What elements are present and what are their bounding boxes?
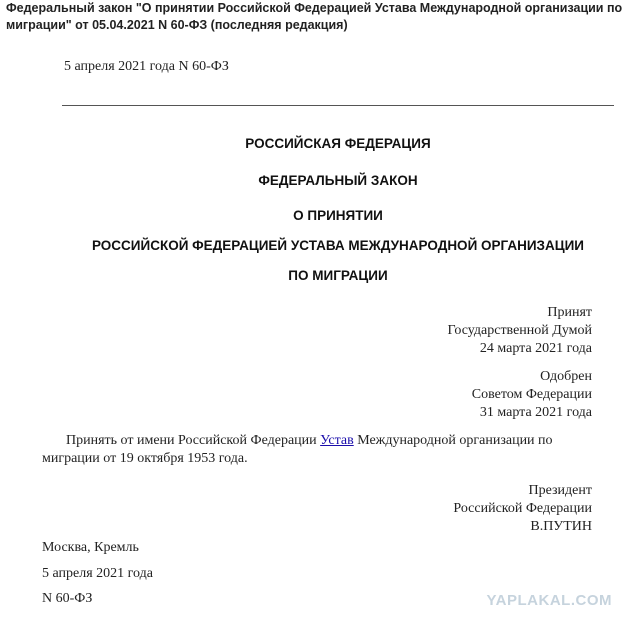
adopted-by: Государственной Думой bbox=[447, 323, 592, 338]
signature-title-line-2: Российской Федерации bbox=[453, 501, 592, 516]
title-country: РОССИЙСКАЯ ФЕДЕРАЦИЯ bbox=[245, 136, 431, 151]
approved-block bbox=[472, 368, 592, 422]
signature-block bbox=[453, 482, 592, 536]
horizontal-divider bbox=[62, 105, 614, 106]
date-number-line: 5 апреля 2021 года N 60-ФЗ bbox=[64, 59, 229, 74]
title-about: О ПРИНЯТИИ bbox=[293, 208, 383, 223]
adopted-date: 24 марта 2021 года bbox=[479, 341, 592, 356]
footer-date: 5 апреля 2021 года bbox=[42, 566, 153, 581]
title-law-type: ФЕДЕРАЛЬНЫЙ ЗАКОН bbox=[258, 173, 418, 188]
footer-number: N 60-ФЗ bbox=[42, 591, 93, 606]
charter-link[interactable]: Устав bbox=[320, 433, 354, 448]
adopted-label: Принят bbox=[547, 305, 592, 320]
adopted-block bbox=[448, 304, 592, 358]
document-header-title: Федеральный закон "О принятии Российской Федерацией Устава Международной организации по миграции" от 05.04.2021 N 60-ФЗ (последняя редакция) bbox=[6, 1, 623, 32]
signature-name: В.ПУТИН bbox=[530, 519, 592, 534]
title-subject-line-2: ПО МИГРАЦИИ bbox=[288, 268, 388, 283]
approved-label: Одобрен bbox=[540, 369, 592, 384]
body-text-before: Принять от имени Российской Федерации bbox=[66, 433, 321, 448]
body-text-after: Международной организации по миграции от 19 октября 1953 года. bbox=[42, 433, 553, 466]
watermark-logo: YAPLAKAL.COM bbox=[486, 592, 612, 609]
title-subject-line-1: РОССИЙСКОЙ ФЕДЕРАЦИЕЙ УСТАВА МЕЖДУНАРОДНОЙ ОРГАНИЗАЦИИ bbox=[91, 238, 585, 253]
body-paragraph bbox=[42, 432, 562, 468]
signature-title-line-1: Президент bbox=[528, 483, 592, 498]
approved-by: Советом Федерации bbox=[471, 387, 592, 402]
footer-place: Москва, Кремль bbox=[42, 540, 139, 555]
approved-date: 31 марта 2021 года bbox=[479, 405, 592, 420]
